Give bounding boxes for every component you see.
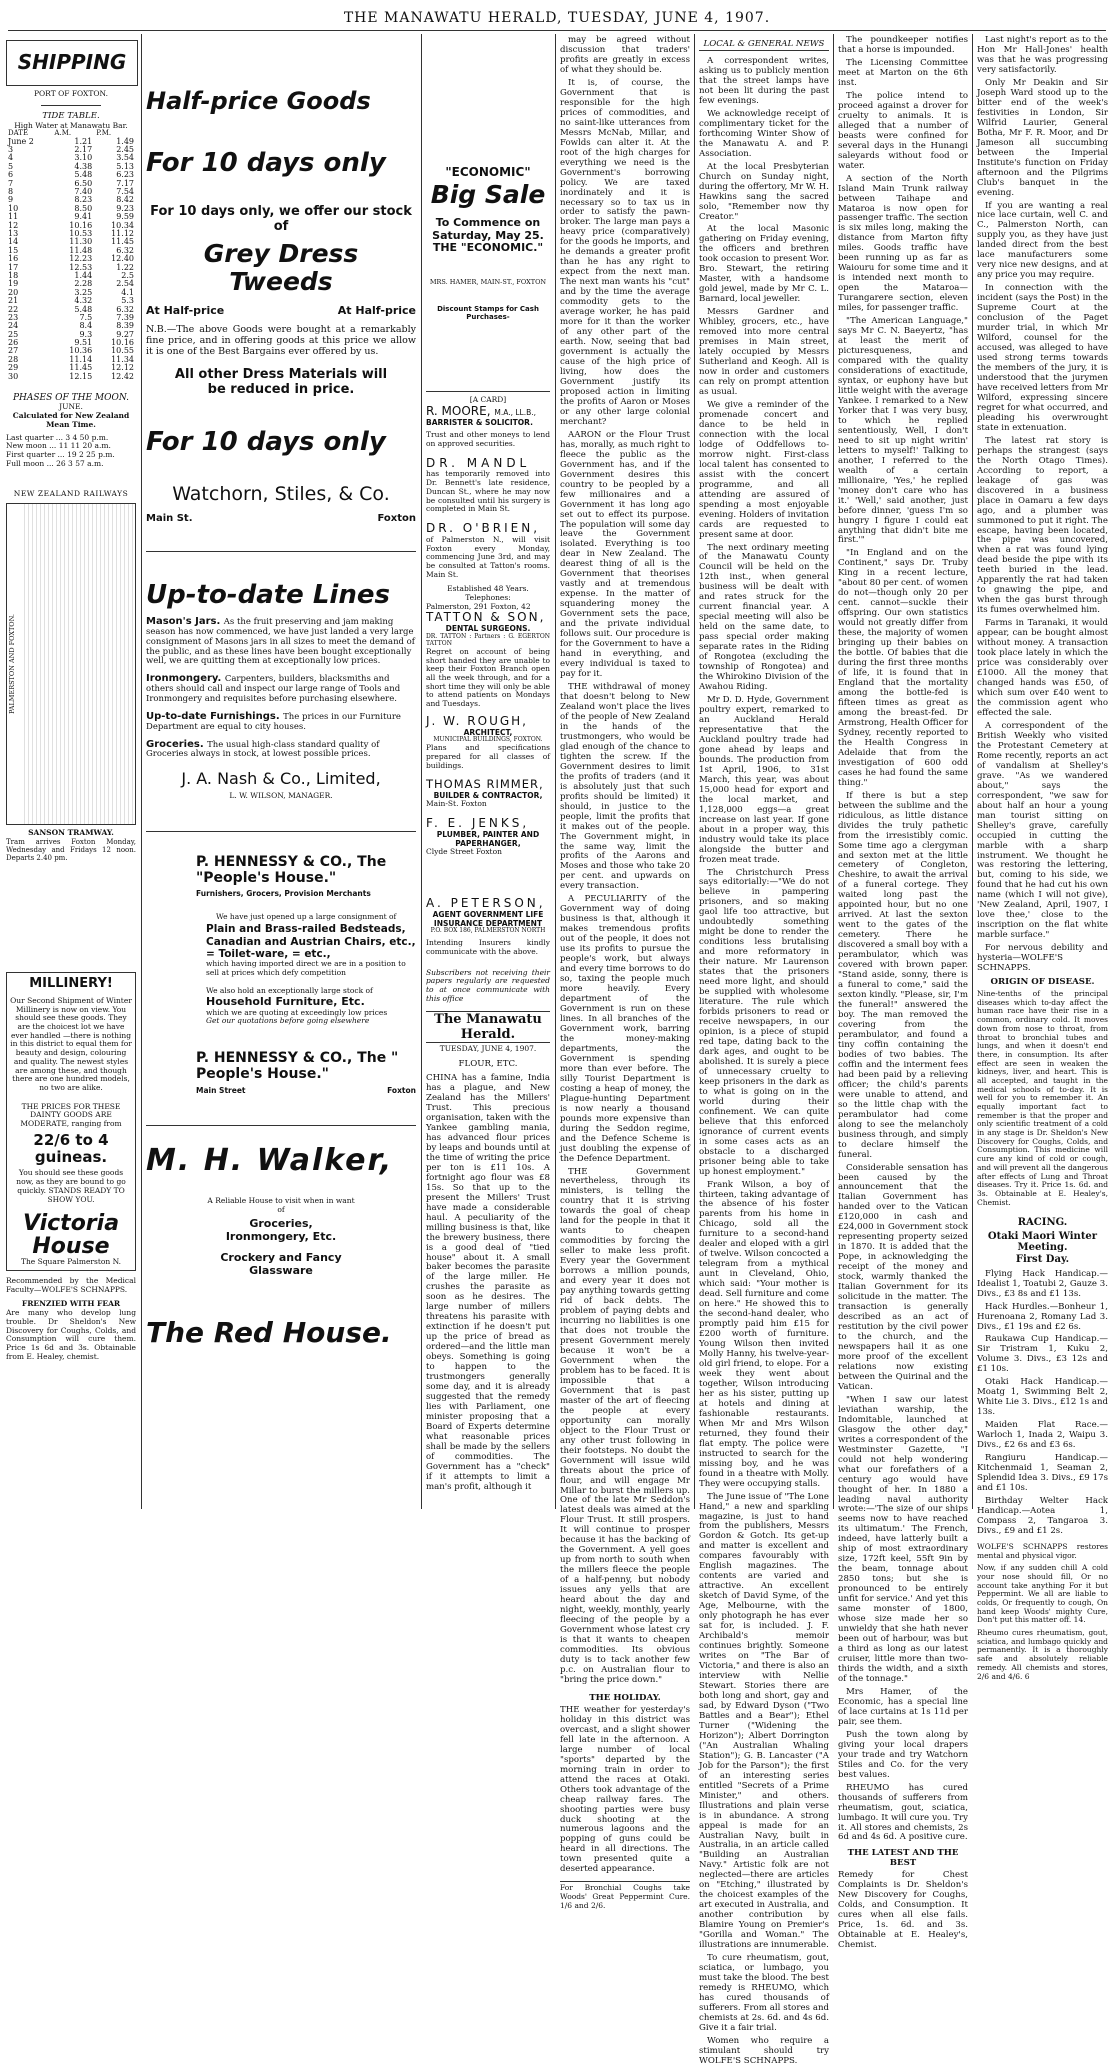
tide-cell: 5.48 xyxy=(74,304,93,314)
paragraph: Maiden Flat Race.—Warloch 1, Inada 2, Waipu 3. Divs., £2 6s and £3 6s. xyxy=(977,1420,1108,1451)
tide-cell: 8.39 xyxy=(116,321,134,331)
rough-role: ARCHITECT, xyxy=(463,727,513,737)
paragraph: Messrs Gardner and Whibley, grocers, etc., have removed into more central premises in Main street, lately occupied by Messrs Sutherland and Keogh. All is now in order and customers can rely on prompt attention as usual. xyxy=(699,307,829,397)
walker-groceries: Groceries, Ironmongery, Etc. xyxy=(225,1217,337,1244)
shipping-title: SHIPPING xyxy=(17,50,127,75)
masthead: THE MANAWATU HERALD, TUESDAY, JUNE 4, 1907. xyxy=(343,10,771,26)
tramway-title: SANSON TRAMWAY. xyxy=(28,827,114,837)
first-day-title: First Day. xyxy=(1015,1254,1070,1266)
tramway-text: Tram arrives Foxton Monday, Wednesday and Fridays 12 noon. Departs 2.40 pm. xyxy=(6,837,136,862)
tide-cell: 6.50 xyxy=(74,178,93,188)
paragraph: Hack Hurdles.—Bonheur 1, Hurenoana 2, Romany Lad 3. Divs., £1 19s and £2 6s. xyxy=(977,1301,1108,1332)
racing-results xyxy=(977,1270,1108,1537)
jenks-address: Clyde Street Foxton xyxy=(426,847,502,857)
paragraph: The June issue of "The Lone Hand," a new and sparkling magazine, is just to hand from the publishers, Messrs Gordon & Gotch. Its get-up and matter is excellent and compares favourably with English magazines. The contents are varied and attractive. An excellent sketch of David Syme, of the Age, Melbourne, with the only photograph he has ever sat for, is included. J. F. Archibald's memoir continues brightly. Someone writes on "The Bar of Victoria," and there is also an interview with Nellie Stewart. Stories there are both long and short, gay and sad, by Edward Dyson ("Two Battles and a Bear"); Ethel Turner ("Widening the Horizon"); Albert Dorrington ("An Australian Whaling Station"); G. B. Lancaster ("A Job for the Parson"); the first of an interesting series entitled "Secrets of a Prime Minister," and others. Illustrations and plain verse is in abundance. A strong appeal is made for an Australian Navy, built in Australia, in an article called "Building an Australian Navy." Artistic folk are not neglected—there are articles on "Etching," illustrated by the choicest examples of the art executed in Australia, and another contribution by Blamire Young on Premier's "Gorilla and Woman." The illustrations are innumerable. xyxy=(699,1491,829,1951)
paragraph: If you are wanting a real nice lace curtain, well C. and C., Palmerston North, can supply you, as they have just landed direct from the best lace manufacturers some very nice new designs, and at any price you may require. xyxy=(977,200,1108,281)
at-half-price-right: At Half-price xyxy=(337,304,416,318)
tide-cell: 17 xyxy=(8,262,19,272)
for-10-days-heading-1: For 10 days only xyxy=(146,147,386,178)
paragraph: A correspondent writes, asking us to publicly mention that the street lamps have not been lit during the past few evenings. xyxy=(699,55,829,106)
tide-cell: 12.40 xyxy=(111,254,134,264)
line-item-text: The usual high-class standard quality of Groceries always in stock, at lowest possible prices. xyxy=(146,739,380,760)
paragraph: The next ordinary meeting of the Manawatu County Council will be held on the 12th inst., when general business will be dealt with and rates struck for the current financial year. A special meeting will also be held on the same date, to pass special order making separate rates in the Riding of Rongotea (excluding the township of Rongotea) and the Whirokino Division of the Awahou Riding. xyxy=(699,542,829,693)
tide-row xyxy=(6,373,136,381)
tide-cell: 30 xyxy=(8,371,19,381)
tatton-text: Regret on account of being short handed they are unable to keep their Foxton Branch open all the week through, and for a short time they will only be able to attend patients on Mondays and Tuesdays. xyxy=(426,646,550,708)
tide-cell: 8.42 xyxy=(116,195,134,205)
tide-subtitle: High Water at Manawatu Bar. xyxy=(14,120,128,130)
tide-cell: 12.23 xyxy=(69,254,93,264)
column-3 xyxy=(426,36,550,1506)
tide-cell: 15 xyxy=(8,245,19,255)
tide-cell: 24 xyxy=(8,321,19,331)
hennessy-sub: Furnishers, Grocers, Provision Merchants xyxy=(196,889,371,899)
paragraph: Otaki Hack Handicap.—Moatg 1, Swimming Belt 2, White Lie 3. Divs., £12 1s and 13s. xyxy=(977,1377,1108,1418)
moore-role: BARRISTER & SOLICITOR. xyxy=(426,417,533,427)
bronchial-ad: For Bronchial Coughs take Woods' Great Peppermint Cure. 1/6 and 2/6. xyxy=(560,1883,690,1910)
paragraph: "In England and on the Continent," says Dr. Truby King in a recent lecture, "about 80 per cent. of women do not—though only 20 per cent. cannot—suckle their offspring. Our own statistics would not greatly differ from these, the majority of women bringing up their babies on the bottle. Of babies that die during the first three months of life, it is found that in England that the mortality among the bottle-fed is fifteen times as great as among the breast-fed. Dr Armstrong, Health Officer for Sydney, recently reported to the Health Congress in Adelaide that from the investigation of 600 odd cases he had found the same thing." xyxy=(838,548,968,788)
walker-crockery: Crockery and Fancy Glassware xyxy=(220,1250,342,1277)
tide-cell: 11 xyxy=(8,212,19,222)
paragraph: Last night's report as to the Hon Mr Hall-Jones' health was that he was progressing very satisfactorily. xyxy=(977,35,1108,75)
tide-cell: 11.30 xyxy=(69,237,93,247)
line-item xyxy=(146,673,416,705)
paragraph: Farms in Taranaki, it would appear, can be bought almost without money. A transaction took place lately in which the price was considerably over £1000. All the money that changed hands was £50, of which sum over £40 went to the commission agent who effected the sale. xyxy=(977,618,1108,718)
paragraph: The poundkeeper notifies that a horse is impounded. xyxy=(838,35,968,55)
nb-text: N.B.—The above Goods were bought at a remarkably fine price, and in offering goods at this price we allow it is one of the Best Bargains ever offered by us. xyxy=(146,323,416,357)
paragraph: We give a reminder of the promenade concert and dance to be held in connection with the local lodge of Oddfellows to-morrow night. First-class local talent has consented to assist with the concert programme, and all attending are assured of spending a most enjoyable evening. Holders of invitation cards are requested to present same at door. xyxy=(699,399,829,540)
tide-header-cell: P.M. xyxy=(96,129,112,138)
paragraph: A section of the North Island Main Trunk railway between Taihape and Mataroa is now open for passenger traffic. The section is six miles long, making the distance from Marton fifty miles. Goods traffic have been running up as far as Waiouru for some time and it is intended next month to open the Mataroa—Turangarere section, eleven miles, for passenger traffic. xyxy=(838,173,968,314)
schnapps-recommend: Recommended by the Medical Faculty—WOLFE'S SCHNAPPS. xyxy=(6,1276,136,1294)
railways-title: NEW ZEALAND RAILWAYS xyxy=(13,489,129,499)
tide-header-cell: A.M. xyxy=(54,129,72,138)
card-label: [A CARD] xyxy=(469,394,507,404)
rimmer-role: BUILDER & CONTRACTOR, xyxy=(433,790,543,800)
paragraph: Raukawa Cup Handicap.—Sir Tristram 1, Kuku 2, Volume 3. Divs., £3 12s and £1 10s. xyxy=(977,1334,1108,1375)
column-rule xyxy=(833,34,834,1509)
paragraph: Flying Hack Handicap.—Idealist 1, Toatubi 2, Gauze 3. Divs., £3 8s and £1 13s. xyxy=(977,1268,1108,1299)
paragraph: Only Mr Deakin and Sir Joseph Ward stood up to the bitter end of the week's festivities in London, Sir Wilfrid Laurier, General Botha, Mr F. R. Moor, and Dr Jameson all succumbing between the Imperial Institute's function on Friday afternoon and the Pilgrims Club's banquet in the evening. xyxy=(977,77,1108,198)
line-item xyxy=(146,616,416,667)
paragraph: RHEUMO has cured thousands of sufferers from rheumatism, gout, sciatica, lumbago. It will cure you. Try it. All stores and chemists, 2s 6d and 4s 6d. A positive cure. xyxy=(838,1782,968,1843)
millinery-text: Our Second Shipment of Winter Millinery is now on view. You should see these goods. They are the choicest lot we have ever handled —there is nothing in this district to equal them for beauty and design, colouring and quality. The newest styles are among these, and though there are one hundred models, no two are alike. xyxy=(10,996,132,1092)
tide-cell: 7.40 xyxy=(74,187,93,197)
paragraph: In connection with the incident (says the Post) in the Supreme Court at the conclusion of the Paget murder trial, in which Mr Wilford, counsel for the accused, was alleged to have used strong terms towards the members of the jury, it is understood that the jurymen have received letters from Mr Wilford, expressing sincere regret for what occurred, and pleading his overwrought state in extenuation. xyxy=(977,283,1108,433)
paragraph: Mrs Hamer, of the Economic, has a special line of lace curtains at 1s 11d per pair, see them. xyxy=(838,1686,968,1727)
tide-row xyxy=(6,280,136,288)
offer-text: For 10 days only, we offer our stock of xyxy=(150,203,412,235)
tide-row xyxy=(6,264,136,272)
tide-cell: 11.45 xyxy=(111,237,134,247)
tide-cell: 7.5 xyxy=(79,312,93,322)
paragraph: "When I saw our latest leviathan warship, the Indomitable, launched at Glasgow the other day," writes a correspondent of the Westminster Gazette, "I could not help wondering what our forefathers of a century ago would have thought of her. In 1880 a leading naval authority wrote:—'The size of our ships seems now to have reached its ultimatum.' The French, indeed, have latterly built a ship of most extraordinary size, 172ft keel, 55ft 9in by the beam, tonnage about 2850 tons; but she is pronounced to be entirely unfit for service.' And yet this same monster of 1800, whose size made her so unwieldy that she hath never been out of harbour, was but a third as long as our latest cruiser, little more than two-thirds the width, and a sixth of the tonnage." xyxy=(838,1394,968,1684)
moon-note: Calculated for New Zealand Mean Time. xyxy=(12,411,130,429)
hennessy-address xyxy=(146,1087,416,1096)
tide-cell: 11.34 xyxy=(111,354,134,364)
tide-cell: 3.25 xyxy=(74,287,93,297)
tide-cell: 10 xyxy=(8,203,19,213)
watchorn-address xyxy=(146,513,416,525)
tide-cell: 9.41 xyxy=(74,212,93,222)
walker-name: M. H. Walker, xyxy=(146,1143,394,1179)
tide-cell: 9.3 xyxy=(79,329,93,339)
blank-space xyxy=(426,36,550,166)
moon-title: PHASES OF THE MOON. xyxy=(12,393,130,404)
paragraph: To cure rheumatism, gout, sciatica, or lumbago, you must take the blood. The best remedy is RHEUMO, which has cured thousands of sufferers. From all stores and chemists at 2s. 6d. and 4s 6d. Give it a fair trial. xyxy=(699,1953,829,2033)
divider xyxy=(426,391,550,392)
tide-cell: 4.38 xyxy=(74,161,93,171)
moore-text: Trust and other moneys to lend on approved securities. xyxy=(426,430,550,448)
tide-cell: 11.45 xyxy=(69,363,93,373)
tide-cell: 12 xyxy=(8,220,19,230)
tide-cell: 9.51 xyxy=(74,338,93,348)
prices-after: You should see these goods now, as they are bound to go quickly. STANDS READY TO SHOW YOU. xyxy=(16,1168,126,1204)
column-7 xyxy=(977,35,1108,1681)
column-rule xyxy=(694,34,695,1509)
tide-row xyxy=(6,289,136,297)
rimmer-name: THOMAS RIMMER, xyxy=(426,777,544,792)
up-to-date-lines xyxy=(146,616,416,760)
tide-cell: 4 xyxy=(8,153,14,163)
tide-cell: 1.49 xyxy=(116,136,134,146)
news-text xyxy=(977,36,1108,974)
tide-cell: 12.15 xyxy=(69,371,93,381)
watchorn-town: Foxton xyxy=(377,513,416,525)
herald-date: TUESDAY, JUNE 4, 1907. xyxy=(439,1044,537,1054)
rheumo-ad: Rheumo cures rheumatism, gout, sciatica, and lumbago quickly and permanently. It is a thoroughly safe and absolutely reliable remedy. All chemists and stores, 2/6 and 4/6. 6 xyxy=(977,1628,1108,1681)
tide-cell: 5.13 xyxy=(116,161,134,171)
moon-subtitle: JUNE. xyxy=(59,402,83,412)
poem: Now, if any sudden chill A cold your nose should fill, Or no account take anything For it but Peppermint. We all are liable to colds, Or frequently to cough, On hand keep Woods' mighty Cure, Don't put this matter off. 14. xyxy=(977,1563,1108,1625)
peterson-address: P.O. BOX 186, PALMERSTON NORTH xyxy=(430,927,546,935)
rough-sub: MUNICIPAL BUILDINGS, FOXTON. xyxy=(433,736,543,744)
obrien-name: DR. O'BRIEN, xyxy=(426,520,541,535)
tide-cell: 10.34 xyxy=(111,220,134,230)
paragraph: We acknowledge receipt of complimentary ticket for the forthcoming Winter Show of the Manawatu A. and P. Association. xyxy=(699,108,829,159)
tide-cell: 25 xyxy=(8,329,19,339)
bedsteads-text: Plain and Brass-railed Bedsteads, Canadian and Austrian Chairs, etc., = Toilet-ware, = etc., xyxy=(206,923,416,960)
millinery-ad xyxy=(6,972,136,1271)
tide-cell: 4.32 xyxy=(74,296,93,306)
household-text: Household Furniture, Etc. xyxy=(206,995,365,1008)
moore-name: R. MOORE, xyxy=(426,403,491,418)
rimmer-address: Main-St. Foxton xyxy=(426,799,487,809)
paragraph: The police intend to proceed against a drover for cruelty to animals. It is alleged that a number of beasts were confined for several days in the Hunangi saleyards without food or water. xyxy=(838,90,968,171)
tide-cell: 9.27 xyxy=(116,329,134,339)
obrien-text: of Palmerston N., will visit Foxton every Monday, commencing June 3rd, and may be consulted at Tatton's rooms. Main St. xyxy=(426,534,550,579)
tide-cell: 5.48 xyxy=(74,170,93,180)
jenks-role: PLUMBER, PAINTER AND PAPERHANGER, xyxy=(436,829,540,848)
tide-cell: 14 xyxy=(8,237,19,247)
origin-text: Nine-tenths of the principal diseases which to-day affect the human race have their rise in a common, ordinary cold. It moves down from nose to throat, from throat to bronchial tubes and lungs, and when it doesn't end there, in consumption. Its after effect are seen in weaken the kidneys, liver, and heart. This is all accepted, and taught in the medical schools of to-day. It is well for you to remember it. An equally important fact to remember is that the proper and only scientific treatment of a cold in any stage is Dr. Sheldon's New Discovery for Coughs, Colds, and Consumption. This medicine will cure any kind of cold or cough, and will prevent all the dangerous after effects of Lung and Throat diseases. Try it. Price 1s. 6d. and 3s. Obtainable at E. Healey's, Chemist. xyxy=(977,989,1108,1207)
tide-cell: 6.32 xyxy=(116,245,134,255)
millinery-title: MILLINERY! xyxy=(29,975,113,991)
paragraph: A PECULIARITY of the Government way of doing business is that, although it makes tremendous profits out of the people, it does not use its profits to pursue the people's work, but always and every time borrows to do so, taxing the people much more heavily. Every department of the Government is run on these lines. In all branches of the Government work, barring the money-making departments, the Government is spending more than ever before. The silly Tourist Department is costing a heap of money, the Plague-hunting Department is now nearly a thousand pounds more expensive than during the Seddon regime, and the Defence Scheme is just doubling the expense of the Defence Department. xyxy=(560,894,690,1164)
paragraph: Frank Wilson, a boy of thirteen, taking advantage of the absence of his foster parents from his home in Chicago, sold all the furniture to a second-hand dealer and eloped with a girl of twelve. Wilson concocted a telegram from a mythical aunt in Cleveland, Ohio, which said: "Your mother is dead. Sell furniture and come on here." He showed this to the second-hand dealer, who promptly paid him £15 for £200 worth of furniture. Young Wilson then invited Molly Hanny, his twelve-year-old girl friend, to elope. For a week they went about together, Wilson introducing her as his sister, putting up at hotels and dining at fashionable restaurants. When Mr and Mrs Wilson returned, they found their flat empty. The police were instructed to search for the missing boy, and he was found in a theatre with Molly. They were occupying stalls. xyxy=(699,1179,830,1489)
paragraph: Push the town along by giving your local drapers your trade and try Watchorn Stiles and Co. for the very best values. xyxy=(838,1729,968,1780)
paragraph: AARON or the Flour Trust has, morally, as much right to fleece the public as the Government has, and if the Government desires this country to be peopled by a few millionaires and a Government it has long ago set out to effect its purpose. The population will some day leave the Government isolated. Everything is too dear in New Zealand. The dearest thing of all is the Government that theorises vastly and at tremendous expense. In the matter of squandering money the Government sets the pace, and the private individual follows suit. Our procedure is for the Government to have a hand in everything, and every individual is taxed to pay for it. xyxy=(560,429,690,680)
subscribers-notice: Subscribers not receiving their papers regularly are requested to at once communicate with this office xyxy=(426,967,550,1003)
paragraph: At the local Masonic gathering on Friday evening, the officers and brethren took occasion to present Wor. Bro. Stewart, the retiring Master, with a handsome gold jewel, made by Mr C. L. Barnard, local jeweller. xyxy=(699,224,829,305)
railway-timetable xyxy=(6,503,136,825)
at-half-price-row xyxy=(146,305,416,318)
line-item-title: Groceries. xyxy=(146,738,208,750)
tide-table xyxy=(6,130,136,381)
for-10-days-heading-2: For 10 days only xyxy=(146,427,386,458)
tide-cell: 9.23 xyxy=(116,203,134,213)
column-2 xyxy=(146,36,416,1506)
tide-cell: 1.21 xyxy=(74,136,93,146)
jenks-name: F. E. JENKS, xyxy=(426,815,530,830)
also-text: We also hold an exceptionally large stock of xyxy=(206,986,373,996)
paragraph: At the local Presbyterian Church on Sunday night, during the offertory, Mr W. H. Hawkins sang the sacred solo, "Remember now thy Creator." xyxy=(699,161,829,222)
tide-cell: 9.59 xyxy=(116,212,134,222)
tide-cell: 7.39 xyxy=(116,312,134,322)
mandl-name: DR. MANDL xyxy=(426,455,531,470)
tide-cell: 8.23 xyxy=(74,195,93,205)
hennessy-name-2: P. HENNESSY & CO., The " People's House." xyxy=(196,1050,399,1083)
column-4 xyxy=(560,35,690,1910)
line-item-title: Ironmongery. xyxy=(146,673,225,685)
hennessy-town: Foxton xyxy=(387,1085,416,1095)
herald-title: The Manawatu Herald. xyxy=(426,1011,550,1043)
price-range: 22/6 to 4 guineas. xyxy=(33,1130,109,1167)
local-news-text xyxy=(699,57,829,2067)
tide-cell: 9 xyxy=(8,195,14,205)
line-item xyxy=(146,739,416,761)
shipping-logo xyxy=(6,40,138,86)
watchorn-name: Watchorn, Stiles, & Co. xyxy=(172,483,390,506)
column-rule xyxy=(421,34,422,1509)
hamer-address: MRS. HAMER, MAIN-ST., FOXTON xyxy=(429,278,547,287)
latest-text: Remedy for Chest Complaints is Dr. Sheldon's New Discovery for Coughs, Colds, and Consumption. It cures when all else fails. Price, 1s. 6d. and 3s. Obtainable at E. Healey's, Chemist. xyxy=(838,1870,968,1951)
tide-cell: 2.17 xyxy=(74,145,93,155)
column-rule xyxy=(555,34,556,1509)
frenzied-title: FRENZIED WITH FEAR xyxy=(21,1299,121,1309)
peterson-text: Intending Insurers kindly communicate with the above. xyxy=(426,938,550,956)
local-news-title: LOCAL & GENERAL NEWS xyxy=(699,40,829,51)
column-1 xyxy=(6,36,136,1506)
peterson-role: AGENT GOVERNMENT LIFE INSURANCE DEPARTMENT xyxy=(432,909,544,928)
tide-cell: 3.10 xyxy=(74,153,93,163)
quotations-text: Get our quotations before going elsewhere xyxy=(206,1016,370,1026)
moon-list xyxy=(6,434,136,469)
column-rule xyxy=(141,34,142,1509)
nash-name: J. A. Nash & Co., Limited, xyxy=(181,769,381,789)
line-item-text: As the fruit preserving and jam making season has now commenced, we have just landed a very large consignment of Masons jars in all sizes to meet the demand of the public, and as these lines have been bought exceptionally well, we are quitting them at exceptionally low prices. xyxy=(146,617,415,667)
frenzied-text: Are many who develop lung trouble. Dr Sheldon's New Discovery for Coughs, Colds, and Consumption will cure them. Price 1s 6d and 3s. Obtainable from E. Healey, chemist. xyxy=(6,1308,136,1361)
big-sale-heading: Big Sale xyxy=(430,179,546,209)
tide-cell: 2.45 xyxy=(116,145,134,155)
paragraph: The Licensing Committee meet at Marton on the 6th inst. xyxy=(838,57,968,88)
tide-cell: 10.53 xyxy=(69,228,93,238)
paragraph: If there is but a step between the sublime and the ridiculous, as little distance divides the truly pathetic from the irresistibly comic. Some time ago a clergyman and sexton met at the little cemetery of Congleton, Cheshire, to await the arrival of a funeral cortege. They waited long past the appointed hour, but no one arrived. At last the sexton went to the gates of the cemetery. There he discovered a small boy with a perambulator, which was covered with brown paper. "Stand aside, sonny, there is a funeral to come," said the sexton kindly. "Please, sir, I'm the funeral!" answered the boy. The man removed the covering from the perambulator, and found a tiny coffin containing the bodies of two babies. The coffin and the interment fees had been paid by a relieving officer; the child's parents were unable to attend, and so the little chap with the perambulator had come along to see the melancholy business through, and simply to declare himself the funeral. xyxy=(838,790,968,1160)
divider xyxy=(146,831,416,832)
paragraph: The latest rat story is perhaps the strangest (says the North Otago Times). According to report, a leakage of gas was discovered in a business place in Oamaru a few days ago, and a plumber was summoned to put it right. The escape, having been located, the pipe was uncovered, when a rat was found lying dead beside the pipe with its teeth buried in the lead. Apparently the rat had taken to gnawing the pipe, and when the gas burst through its fumes overwhelmed him. xyxy=(977,435,1108,616)
tatton-name: TATTON & SON, xyxy=(426,610,546,625)
tide-cell: 6.32 xyxy=(116,304,134,314)
tide-cell: 20 xyxy=(8,287,19,297)
telephones-label: Telephones: xyxy=(465,592,511,602)
timetable-grid xyxy=(21,504,135,824)
tide-cell: 12.53 xyxy=(69,262,93,272)
grey-tweeds-heading: Grey Dress Tweeds xyxy=(203,239,359,296)
tide-cell: 22 xyxy=(8,304,19,314)
wolfe-ad: WOLFE'S SCHNAPPS restores mental and physical vigor. xyxy=(977,1541,1108,1560)
paragraph: The Christchurch Press says editorially:—"We do not believe in pampering prisoners, and so making gaol life too attractive, but undoubtedly something might be done to render the conditions less brutalising and more reformatory in their nature. Mr Laurenson states that the prisoners need more light, and should be supplied with wholesome literature. The rule which forbids prisoners to read or receive newspapers, in our opinion, is a piece of stupid red tape, dating back to the dark ages, and ought to be abolished. It is surely a piece of unnecessary cruelty to keep prisoners in the dark as to what is going on in the world during their confinement. We can quite believe that this enforced ignorance of current events in some cases acts as an obstacle to a discharged prisoner being able to take up honest employment." xyxy=(699,867,829,1177)
otaki-title: Otaki Maori Winter Meeting. xyxy=(987,1230,1098,1254)
rough-name: J. W. ROUGH, xyxy=(426,713,528,728)
tide-cell: 28 xyxy=(8,354,19,364)
mandl-text: has temporarily removed into Dr. Bennett's late residence, Duncan St., where he may now be consulted until his surgery is completed in Main St. xyxy=(426,469,550,514)
tide-cell: 6 xyxy=(8,170,14,180)
paragraph: Women who require a stimulant should try WOLFE'S SCHNAPPS. xyxy=(699,2035,829,2066)
holiday-title: THE HOLIDAY. xyxy=(589,1692,661,1703)
divider xyxy=(146,1125,416,1126)
tide-cell: 29 xyxy=(8,363,19,373)
victoria-house: Victoria House xyxy=(22,1211,120,1260)
paragraph: THE withdrawal of money that doesn't belong to New Zealand won't place the lives of the people of New Zealand in the hands of the trustmongers, who would be glad enough of the chance to tighten the screw. If the Government desires to limit the profits of traders (and it is absolutely just that such profits should be limited) it should, in justice to the people, limit the profits that it makes out of the people. The Government might, in the same way, limit the profits of the Aarons and Moses and those who take 20 per cent. and upwards on every transaction. xyxy=(560,682,690,892)
racing-title: RACING. xyxy=(1017,1217,1068,1229)
moon-row: New moon ... 11 11 20 a.m. xyxy=(6,441,111,451)
moon-row: Full moon ... 26 3 57 a.m. xyxy=(6,458,104,468)
tide-cell: 10.55 xyxy=(111,346,134,356)
peterson-name: A. PETERSON, xyxy=(426,895,546,910)
commence-text: To Commence on Saturday, May 25. THE "ECONOMIC." xyxy=(432,215,544,255)
half-price-heading: Half-price Goods xyxy=(146,87,371,115)
tide-cell: 27 xyxy=(8,346,19,356)
tide-cell: 16 xyxy=(8,254,19,264)
all-other-text: All other Dress Materials will be reduced in price. xyxy=(174,366,388,398)
tide-cell: 11.14 xyxy=(69,354,93,364)
news-text xyxy=(838,36,968,1843)
tide-cell: 7.17 xyxy=(116,178,134,188)
tide-cell: 7 xyxy=(8,178,14,188)
telephones-numbers: Palmerston, 291 Foxton, 42 xyxy=(426,601,531,611)
tide-cell: 3.54 xyxy=(116,153,134,163)
divider xyxy=(146,551,416,552)
tide-cell: June 2 xyxy=(8,136,34,146)
column-rule xyxy=(972,34,973,1509)
tide-cell: 19 xyxy=(8,279,19,289)
tide-cell: 2.54 xyxy=(116,279,134,289)
moore-degrees: M.A., LL.B., xyxy=(494,407,537,417)
paragraph: A correspondent of the British Weekly who visited the Protestant Cemetery at Rome recently, reports an act of vandalism at Shelley's grave. "As we wandered about," says the correspondent, "we saw for about half an hour a young man tourist sitting on Shelley's grave, carefully occupied in cutting the marble with a sharp instrument. We thought he was restoring the lettering, but, coming to his side, we found that he had cut his own name (which I will not give), 'New Zealand, April, 1907, I love thee,' close to the inscription on the flat white marble surface." xyxy=(977,720,1108,941)
tide-cell: 10.16 xyxy=(111,338,134,348)
hennessy-name-1: P. HENNESSY & CO., The "People's House." xyxy=(196,853,387,886)
tide-cell: 3 xyxy=(8,145,14,155)
victoria-address: The Square Palmerston N. xyxy=(20,1257,122,1267)
paragraph: THE Government nevertheless, through its ministers, is telling the country that it is striving towards the goal of cheap land for the people in that it wants to cheapen commodities by forcing the seller to make less profit. Every year the Government borrows a million pounds, and every year it does not pay anything towards getting rid of back debts. The problem of paying debts and incurring no liabilities is one that does not trouble the present Government merely because it won't be a Government when the problem has to be faced. It is impossible that a Government that is past master of the art of fleecing the people at every opportunity can morally object to the Flour Trust or any other trust following in their footsteps. No doubt the Government will issue wild threats about the price of flour, and will engage Mr Millar to burst the millers up. One of the late Mr Seddon's latest deals was aimed at the Flour Trust. It still prospers. It will continue to prosper because it has the backing of the Government. A yell goes up from north to south when the millers fleece the people of a half-penny, but nobody issues any yells that are heard about the day and night, weekly, monthly, yearly fleecing of the people by a Government whose latest cry is that it wants to cheapen commodities. Its obvious duty is to tack another few p.c. on Australian flour to "bring the price down." xyxy=(560,1166,690,1685)
line-item-title: Up-to-date Furnishings. xyxy=(146,710,284,722)
line-item-text: Carpenters, builders, blacksmiths and others should call and inspect our large range of Tools and Ironmongery and requisites before purchasing elsewhere. xyxy=(146,674,401,705)
column-6 xyxy=(838,35,968,1951)
origin-title: ORIGIN OF DISEASE. xyxy=(990,977,1095,988)
rough-text: Plans and specifications prepared for all classes of buildings. xyxy=(426,743,550,770)
tide-cell: 12.42 xyxy=(111,371,134,381)
editorial-text xyxy=(560,36,690,1686)
established-text: Established 48 Years. xyxy=(447,584,529,594)
paragraph: For nervous debility and hysteria—WOLFE'S SCHNAPPS. xyxy=(977,943,1108,974)
moon-row: Last quarter ... 3 4 50 p.m. xyxy=(6,432,109,442)
tide-cell: 7.54 xyxy=(116,187,134,197)
prices-text: THE PRICES FOR THESE DAINTY GOODS ARE MODERATE, ranging from xyxy=(20,1101,122,1128)
tide-cell: 18 xyxy=(8,270,19,280)
port-title: PORT OF FOXTON. xyxy=(33,89,108,98)
watchorn-street: Main St. xyxy=(146,513,193,525)
walker-text: A Reliable House to visit when in want of xyxy=(207,1196,355,1214)
tide-cell: 23 xyxy=(8,312,19,322)
tide-cell: 2.28 xyxy=(74,279,93,289)
tide-cell: 10.36 xyxy=(69,346,93,356)
line-item-title: Mason's Jars. xyxy=(146,616,224,628)
masthead-rule xyxy=(8,30,1106,31)
holiday-text: THE weather for yesterday's holiday in this district was overcast, and a slight shower fell late in the afternoon. A large number of local "sports" departed by the morning train in order to attend the races at Otaki. Others took advantage of the cheap railway fares. The shooting parties were busy duck shooting at the numerous lagoons and the popping of guns could be heard in all directions. The town presented quite a deserted appearance. xyxy=(560,1704,690,1875)
line-item xyxy=(146,711,416,733)
tide-cell: 6.23 xyxy=(116,170,134,180)
tide-cell: 11.48 xyxy=(69,245,93,255)
nash-manager: L. W. WILSON, MANAGER. xyxy=(229,790,333,800)
up-to-date-heading: Up-to-date Lines xyxy=(146,579,390,610)
tide-cell: 10.16 xyxy=(69,220,93,230)
economic-title: "ECONOMIC" xyxy=(445,165,531,179)
railway-side-label: PALMERSTON AND FOXTON. xyxy=(8,613,16,714)
discount-text: Discount Stamps for Cash Purchases- xyxy=(437,304,539,321)
divider xyxy=(41,105,101,106)
paragraph: "The American Language," says Mr C. N. Baeyertz, "has at least the merit of picturesqueness, and compared with the quality considerations of exactitude, syntax, or euphony have but little weight with the average Yankee. I remarked to a New Yorker that I was very busy, to which he replied sententiously, Well, I don't need to sit up night writin' letters to myself!' Talking to another, I referred to the wealth of a certain millionaire, 'Yes,' he replied 'money don't care who has it.' 'Well,' said another, just before dinner, 'guess I'm so hungry I figure I could eat anything that didn't bite me first.'" xyxy=(838,316,968,546)
paragraph: Considerable sensation has been caused by the announcement that the Italian Government has handed over to the Vatican £120,000 in cash and £24,000 in Government stock representing property seized in 1870. It is added that the Pope, in acknowledging the receipt of the money and stock, warmly thanked the Italian Government for its solicitude in the matter. The transaction is generally described as an act of restitution by the civil power to the church, and the newspapers hail it as one more proof of the excellent relations now existing between the Quirinal and the Vatican. xyxy=(838,1162,968,1392)
at-half-price-left: At Half-price xyxy=(146,304,225,318)
tide-cell: 1.44 xyxy=(74,270,93,280)
paragraph: Rangiuru Handicap.—Kitchenmaid 1, Seaman 2, Splendid Idea 3. Divs., £9 17s and £1 10s. xyxy=(977,1453,1108,1494)
tide-cell: 2.5 xyxy=(121,270,134,280)
bedsteads-after: which having imported direct we are in a position to sell at prices which defy competition xyxy=(206,958,406,977)
latest-title: THE LATEST AND THE BEST xyxy=(847,1848,959,1869)
column-5 xyxy=(699,36,830,2066)
tatton-role: DENTAL SURGEONS. xyxy=(445,624,531,634)
tide-cell: 11.12 xyxy=(111,228,134,238)
paragraph: It is, of course, the Government that is responsible for the high prices of commodities, and no saint-like utterances from Messrs McNab, Millar, and Fowlds can alter it. At the root of the high charges for everything we need is the Government's borrowing policy. We are taxed inordinately and it is necessary so to tax us in order to satisfy the pawn-broker. The large man pays a heavy price (comparatively) for the goods he imports, and he demands a greater profit than he has any right to expect from the next man. The next man wants his "cut" and by the time the average commodity gets to the average worker, he has paid more for it than the worker of any other part of the earth. Now, seeing that bad government is actually the cause of the high price of living, how does the Government justify its proposed action in limiting the profits of Aaron or Moses or any other large colonial merchant? xyxy=(560,77,690,427)
hennessy-street: Main Street xyxy=(196,1085,246,1095)
tide-cell: 4.1 xyxy=(121,287,134,297)
tide-cell: 1.22 xyxy=(116,262,134,272)
tide-cell: 8.50 xyxy=(74,203,93,213)
tide-title: TIDE TABLE. xyxy=(42,110,100,121)
tide-cell: 5 xyxy=(8,161,14,171)
household-after: which we are quoting at exceedingly low prices xyxy=(206,1007,388,1017)
tide-cell: 8 xyxy=(8,187,14,197)
tide-cell: 13 xyxy=(8,228,19,238)
moon-row: First quarter ... 19 2 25 p.m. xyxy=(6,449,115,459)
tide-cell: 12.12 xyxy=(111,363,134,373)
red-house-heading: The Red House. xyxy=(146,1316,392,1350)
line-item-text: The prices in our Furniture Department are equal to city houses. xyxy=(146,711,401,732)
paragraph: may be agreed without discussion that traders' profits are greatly in excess of what they should be. xyxy=(560,35,690,75)
paragraph: Mr D. D. Hyde, Government poultry expert, remarked to an Auckland Herald representative that the Auckland poultry trade had gone ahead by leaps and bounds. The production from 1st April, 1906, to 31st March, this year, was about 15,000 head for export and the local market, and 1,128,000 eggs—a great increase on last year. If gone about in a proper way, this industry would take its place alongside the butter and frozen meat trade. xyxy=(699,695,829,865)
flour-title: FLOUR, ETC. xyxy=(458,1059,518,1070)
tatton-partners: DR. TATTON : Partners : G. EGERTON TATTON xyxy=(426,632,550,647)
paragraph: Birthday Welter Hack Handicap.—Aotea 1, Compass 2, Tangaroa 3. Divs., £9 and £1 2s. xyxy=(977,1496,1108,1536)
tide-header-cell: DATE xyxy=(8,129,29,138)
tide-cell: 8.4 xyxy=(79,321,93,331)
tide-cell: 21 xyxy=(8,296,19,306)
tide-cell: 5.3 xyxy=(121,296,134,306)
tide-cell: 26 xyxy=(8,338,19,348)
hennessy-text: We have just opened up a large consignment of xyxy=(216,911,397,921)
flour-text: CHINA has a famine, India has a plague, and New Zealand has the Millers' Trust. This precious organisation, taken with the Yankee gambling mania, has advanced flour prices by leaps and bounds until at the time of writing the price per ton is £11 10s. A fortnight ago flour was £8 15s. So that up to the present the Millers' Trust have made a considerable haul. A peculiarity of the milling business is that, like the brewery business, there is a good deal of "tied house" about it. A small baker becomes the parasite of the large miller. He crushes the parasite as soon as he desires. The large number of millers threatens his parasite with extinction if he doesn't put up the price of bread as ordered—and the little man obeys. Something is going to happen to the trustmongers generally some day, and it is already suggested that the remedy lies with Parliament, one minister proposing that a Board of Experts determine what reasonable prices shall be made by the sellers of commodities. The Government has a "check" if it attempts to limit a man's profit, although it xyxy=(426,1073,550,1492)
